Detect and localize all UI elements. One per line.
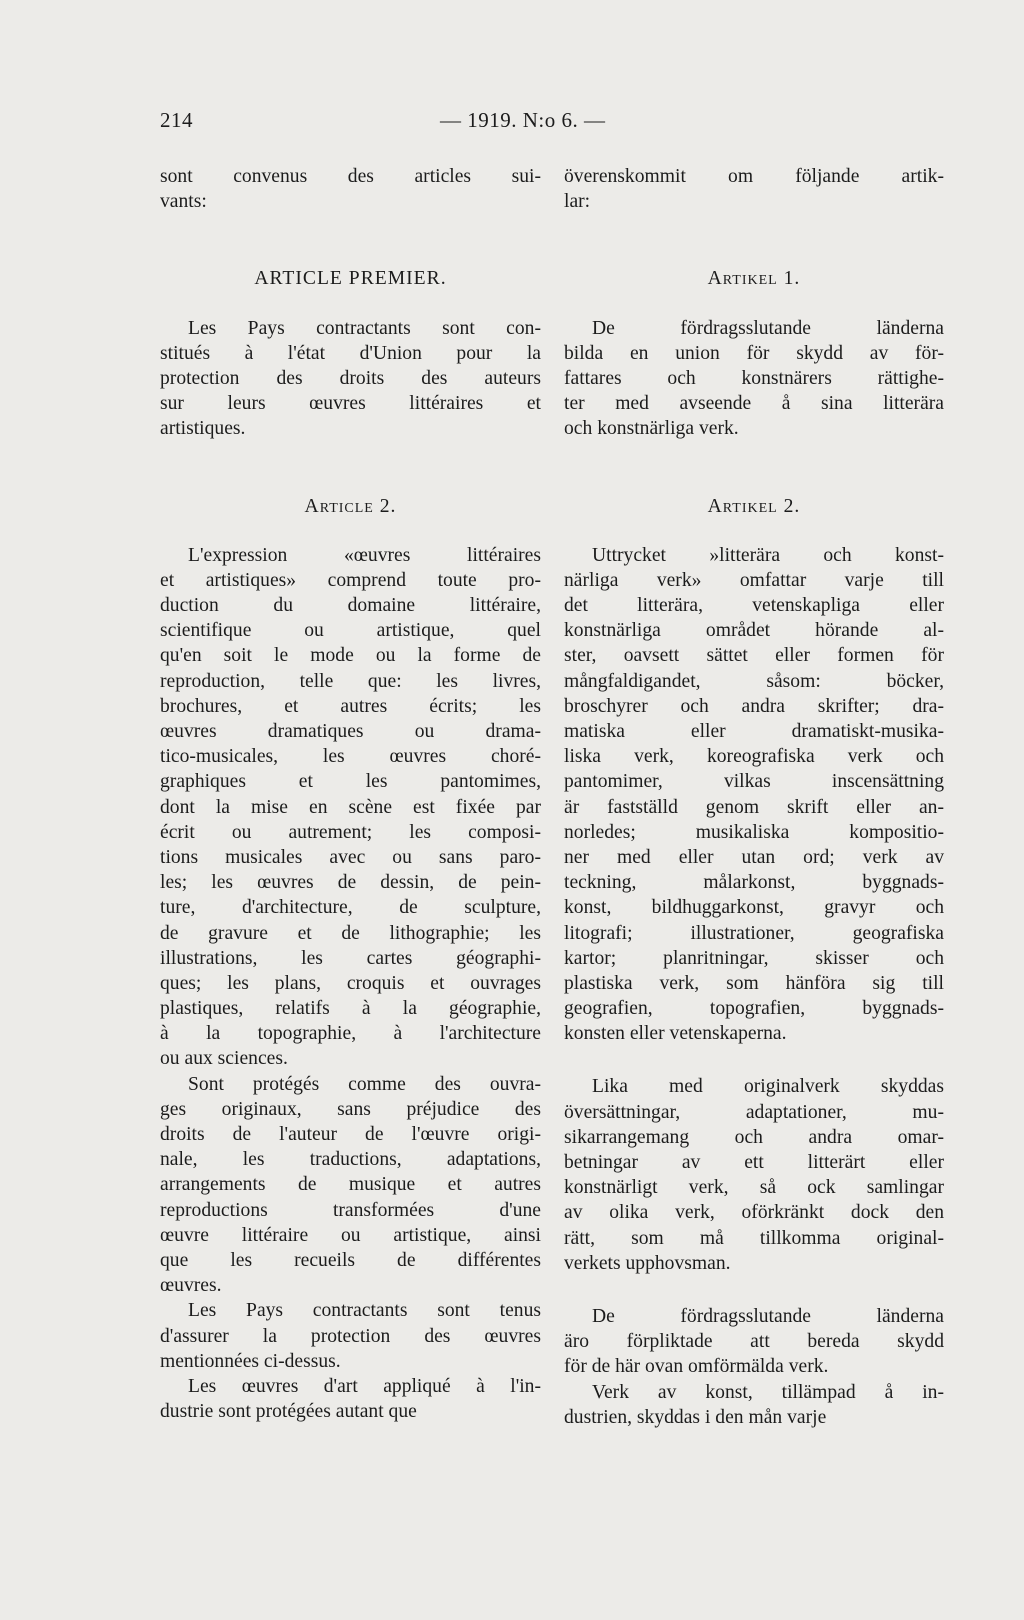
text-line: betningar av ett litterärt eller — [564, 1152, 944, 1173]
spacer — [564, 470, 944, 494]
text-line: les; les œuvres de dessin, de pein- — [160, 872, 541, 894]
header-title: — 1919. N:o 6. — — [440, 108, 606, 132]
text-line: konstnärliga området hörande al- — [564, 620, 944, 642]
text-line: dustrie sont protégées autant que — [160, 1401, 417, 1423]
text-line: lar: — [564, 191, 591, 213]
spacer — [564, 1276, 944, 1304]
text-line: Sont protégés comme des ouvra- — [188, 1073, 541, 1095]
text-line: tico-musicales, les œuvres choré- — [160, 746, 541, 768]
spacer — [160, 292, 541, 316]
text-line: överenskommit om följande artik- — [564, 166, 944, 187]
text-line: broschyrer och andra skrifter; dra- — [564, 695, 944, 717]
text-line: ques; les plans, croquis et ouvrages — [160, 972, 541, 994]
text-line: œuvre littéraire ou artistique, ainsi — [160, 1224, 541, 1246]
spacer — [160, 442, 541, 470]
text-line: que les recueils de différentes — [160, 1249, 541, 1271]
text-line: konst, bildhuggarkonst, gravyr och — [564, 897, 944, 919]
text-line: De fördragsslutande länderna — [592, 1305, 944, 1327]
article-2-paragraph-3 — [564, 1304, 944, 1380]
text-line: för de här ovan omförmälda verk. — [564, 1356, 829, 1378]
text-line: Les Pays contractants sont con- — [188, 317, 541, 339]
intro-paragraph — [160, 164, 541, 214]
intro-paragraph — [564, 164, 944, 214]
text-line: reproductions transformées d'une — [160, 1199, 541, 1221]
text-line: ges originaux, sans préjudice des — [160, 1098, 541, 1120]
article-1-heading: ARTICLE PREMIER. — [254, 268, 447, 290]
text-line: graphiques et les pantomimes, — [160, 771, 541, 793]
text-line: d'assurer la protection des œuvres — [160, 1325, 541, 1347]
spacer — [564, 1046, 944, 1074]
article-1-text — [564, 316, 944, 442]
text-line: mentionnées ci-dessus. — [160, 1350, 341, 1372]
text-line: fattares och konstnärers rättighe- — [564, 367, 944, 389]
text-line: qu'en soit le mode ou la forme de — [160, 645, 541, 667]
text-line: vants: — [160, 191, 207, 213]
text-line: pantomimer, vilkas inscensättning — [564, 771, 944, 793]
article-2-paragraph-3 — [160, 1298, 541, 1374]
text-line: bilda en union för skydd av för- — [564, 342, 944, 364]
text-line: dont la mise en scène est fixée par — [160, 796, 541, 818]
article-2-paragraph-2 — [564, 1074, 944, 1276]
text-line: konsten eller vetenskaperna. — [564, 1023, 787, 1045]
text-line: av olika verk, oförkränkt dock den — [564, 1202, 944, 1224]
text-line: mångfaldigandet, såsom: böcker, — [564, 670, 944, 692]
text-line: konstnärligt verk, så ock samlingar — [564, 1177, 944, 1199]
text-line: Les œuvres d'art appliqué à l'in- — [188, 1375, 541, 1397]
text-line: scientifique ou artistique, quel — [160, 620, 541, 642]
text-line: och konstnärliga verk. — [564, 418, 739, 440]
text-line: är fastställd genom skrift eller an- — [564, 796, 944, 818]
text-line: rätt, som må tillkomma original- — [564, 1227, 944, 1249]
article-1-text — [160, 316, 541, 442]
article-2-heading: Artikel 2. — [707, 495, 801, 517]
spacer — [564, 242, 944, 266]
spacer — [564, 519, 944, 543]
spacer — [160, 519, 541, 543]
text-line: arrangements de musique et autres — [160, 1174, 541, 1196]
text-line: kartor; planritningar, skisser och — [564, 947, 944, 969]
text-line: artistiques. — [160, 418, 246, 440]
text-line: teckning, målarkonst, byggnads- — [564, 872, 944, 894]
text-line: dustrien, skyddas i den mån varje — [564, 1406, 827, 1428]
text-line: ner med eller utan ord; verk av — [564, 846, 944, 868]
article-2-paragraph-2 — [160, 1072, 541, 1299]
spacer — [160, 214, 541, 242]
spacer — [160, 470, 541, 494]
spacer — [564, 442, 944, 470]
text-line: stitués à l'état d'Union pour la — [160, 342, 541, 364]
article-2-heading: Article 2. — [304, 495, 397, 517]
text-line: L'expression «œuvres littéraires — [188, 544, 541, 566]
article-2-paragraph-1 — [564, 543, 944, 1047]
text-line: Les Pays contractants sont tenus — [188, 1300, 541, 1322]
text-line: sont convenus des articles sui- — [160, 166, 541, 187]
spacer — [160, 242, 541, 266]
text-line: De fördragsslutande länderna — [592, 317, 944, 339]
text-line: reproduction, telle que: les livres, — [160, 670, 541, 692]
text-line: det litterära, vetenskapliga eller — [564, 595, 944, 617]
text-line: tions musicales avec ou sans paro- — [160, 846, 541, 868]
text-line: brochures, et autres écrits; les — [160, 695, 541, 717]
text-line: ster, oavsett sättet eller formen för — [564, 645, 944, 667]
text-line: översättningar, adaptationer, mu- — [564, 1101, 944, 1123]
text-line: de gravure et de lithographie; les — [160, 922, 541, 944]
text-line: matiska eller dramatiskt-musika- — [564, 721, 944, 742]
text-line: ture, d'architecture, de sculpture, — [160, 897, 541, 919]
text-line: plastiska verk, som hänföra sig till — [564, 972, 944, 994]
text-line: litografi; illustrationer, geografiska — [564, 922, 944, 944]
text-line: œuvres. — [160, 1275, 222, 1297]
text-line: œuvres dramatiques ou drama- — [160, 721, 541, 742]
text-line: ou aux sciences. — [160, 1048, 288, 1070]
text-line: sur leurs œuvres littéraires et — [160, 393, 541, 415]
text-line: protection des droits des auteurs — [160, 367, 541, 389]
text-line: duction du domaine littéraire, — [160, 595, 541, 617]
text-line: et artistiques» comprend toute pro- — [160, 569, 541, 591]
text-line: norledes; musikaliska kompositio- — [564, 821, 944, 843]
text-line: Uttrycket »litterära och konst- — [592, 544, 944, 566]
text-line: äro förpliktade att bereda skydd — [564, 1331, 944, 1353]
text-line: verkets upphovsman. — [564, 1252, 731, 1274]
french-column — [160, 164, 541, 1424]
spacer — [564, 292, 944, 316]
text-line: ter med avseende å sina litterära — [564, 393, 944, 415]
article-1-heading: Artikel 1. — [707, 268, 801, 290]
text-line: geografien, topografien, byggnads- — [564, 998, 944, 1020]
text-line: nale, les traductions, adaptations, — [160, 1149, 541, 1171]
swedish-column — [564, 164, 944, 1430]
text-line: à la topographie, à l'architecture — [160, 1023, 541, 1045]
text-line: sikarrangemang och andra omar- — [564, 1126, 944, 1148]
article-2-paragraph-4 — [564, 1380, 944, 1430]
text-line: droits de l'auteur de l'œuvre origi- — [160, 1124, 541, 1145]
text-line: liska verk, koreografiska verk och — [564, 746, 944, 768]
text-line: Lika med originalverk skyddas — [592, 1076, 944, 1098]
article-2-paragraph-1 — [160, 543, 541, 1072]
text-line: illustrations, les cartes géographi- — [160, 947, 541, 969]
article-2-paragraph-4 — [160, 1374, 541, 1424]
text-line: écrit ou autrement; les composi- — [160, 821, 541, 843]
text-line: Verk av konst, tillämpad å in- — [592, 1381, 944, 1403]
page-number: 214 — [160, 108, 193, 132]
text-line: plastiques, relatifs à la géographie, — [160, 998, 541, 1020]
spacer — [564, 214, 944, 242]
text-line: närliga verk» omfattar varje till — [564, 569, 944, 591]
